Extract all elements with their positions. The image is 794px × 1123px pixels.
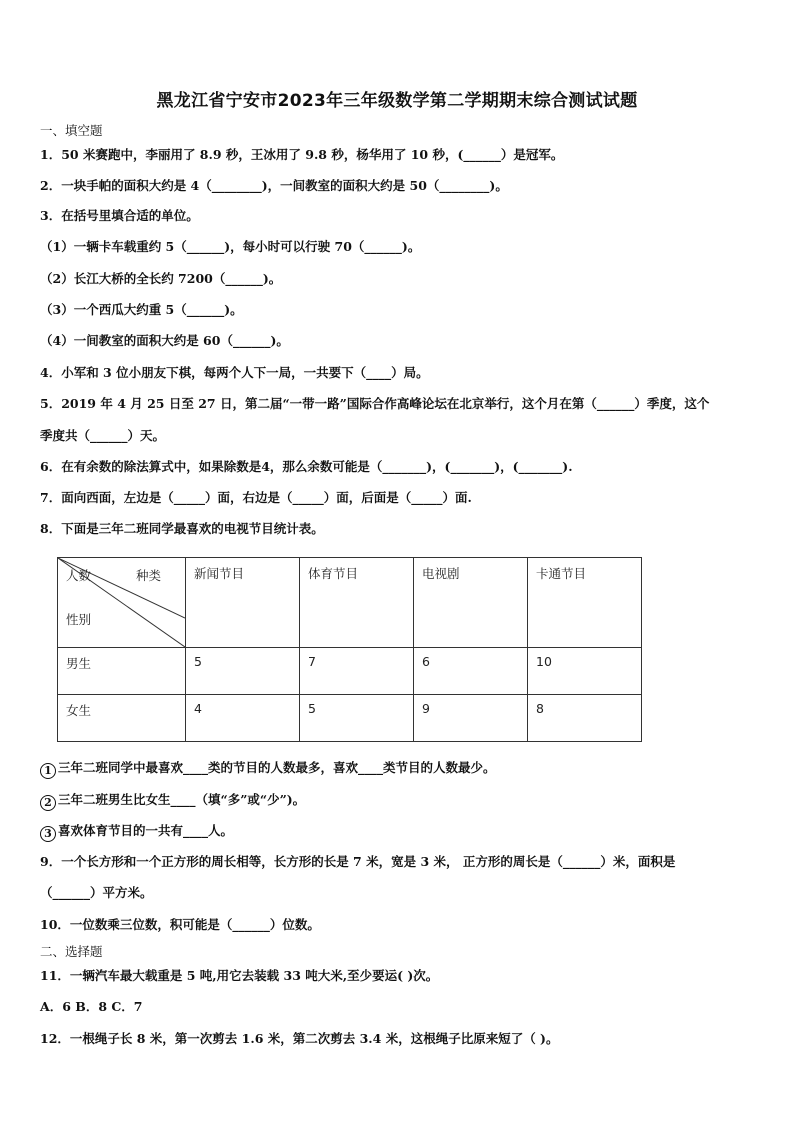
question-3-1: （1）一辆卡车载重约 5（______)，每小时可以行驶 70（______)。 (40, 239, 421, 254)
question-1: 1．50 米赛跑中，李丽用了 8.9 秒，王冰用了 9.8 秒，杨华用了 10 秒，(______）是冠军。 (40, 147, 564, 162)
question-8-3 (40, 823, 760, 842)
question-9-line2: （______）平方米。 (40, 885, 153, 900)
circled-number-3: 3 (40, 826, 56, 842)
section-fill-blank: 一、填空题 (40, 123, 103, 138)
question-2: 2．一块手帕的面积大约是 4（________)，一间教室的面积大约是 50（________)。 (40, 178, 508, 193)
table-corner-cell (58, 558, 186, 648)
question-7: 7．面向西面，左边是（_____）面，右边是（_____）面，后面是（_____）面. (40, 490, 472, 505)
table-cell: 5 (186, 648, 300, 695)
question-3-3: （3）一个西瓜大约重 5（______)。 (40, 302, 243, 317)
question-8-2-text: 三年二班男生比女生____（填“多”或“少”)。 (58, 792, 306, 807)
corner-gender-label: 性别 (66, 612, 92, 627)
table-cell: 5 (300, 695, 414, 742)
corner-kind-label: 种类 (136, 568, 162, 583)
question-11-options: A．6 B．8 C．7 (40, 999, 143, 1014)
question-3-4: （4）一间教室的面积大约是 60（______)。 (40, 333, 289, 348)
question-5-line2: 季度共（______）天。 (40, 428, 166, 443)
header-news: 新闻节目 (186, 558, 300, 648)
question-8-1 (40, 760, 760, 779)
question-6: 6．在有余数的除法算式中，如果除数是4，那么余数可能是（_______)，(_______)，(_______). (40, 459, 573, 474)
question-8-1-text: 三年二班同学中最喜欢____类的节目的人数最多，喜欢____类节目的人数最少。 (58, 760, 496, 775)
section-multiple-choice: 二、选择题 (40, 944, 103, 959)
table-row (58, 695, 642, 742)
table-cell: 10 (528, 648, 642, 695)
header-sports: 体育节目 (300, 558, 414, 648)
header-drama: 电视剧 (414, 558, 528, 648)
table-cell: 7 (300, 648, 414, 695)
table-header-row (58, 558, 642, 648)
table-row (58, 648, 642, 695)
circled-number-2: 2 (40, 795, 56, 811)
question-12: 12．一根绳子长 8 米，第一次剪去 1.6 米，第二次剪去 3.4 米，这根绳子比原来短了（ )。 (40, 1031, 559, 1046)
page-title: 黑龙江省宁安市2023年三年级数学第二学期期末综合测试试题 (156, 91, 638, 111)
table-cell: 8 (528, 695, 642, 742)
question-11: 11．一辆汽车最大载重是 5 吨,用它去装载 33 吨大米,至少要运( )次。 (40, 968, 439, 983)
question-4: 4．小军和 3 位小朋友下棋，每两个人下一局，一共要下（____）局。 (40, 365, 429, 380)
question-8-3-text: 喜欢体育节目的一共有____人。 (58, 823, 234, 838)
question-10: 10．一位数乘三位数，积可能是（______）位数。 (40, 917, 320, 932)
corner-count-label: 人数 (66, 568, 92, 583)
tv-program-table (57, 557, 642, 742)
question-3-2: （2）长江大桥的全长约 7200（______)。 (40, 271, 282, 286)
row-label-girls: 女生 (58, 695, 186, 742)
question-9-line1: 9．一个长方形和一个正方形的周长相等，长方形的长是 7 米，宽是 3 米， 正方形的周长是（______）米，面积是 (40, 854, 676, 869)
question-8: 8．下面是三年二班同学最喜欢的电视节目统计表。 (40, 521, 324, 536)
table-cell: 4 (186, 695, 300, 742)
header-cartoon: 卡通节目 (528, 558, 642, 648)
table-cell: 9 (414, 695, 528, 742)
row-label-boys: 男生 (58, 648, 186, 695)
question-8-2 (40, 792, 760, 811)
circled-number-1: 1 (40, 763, 56, 779)
question-5-line1: 5．2019 年 4 月 25 日至 27 日，第二届“一带一路”国际合作高峰论坛在北京举行，这个月在第（______）季度，这个 (40, 396, 710, 411)
table-cell: 6 (414, 648, 528, 695)
question-3: 3．在括号里填合适的单位。 (40, 208, 199, 223)
